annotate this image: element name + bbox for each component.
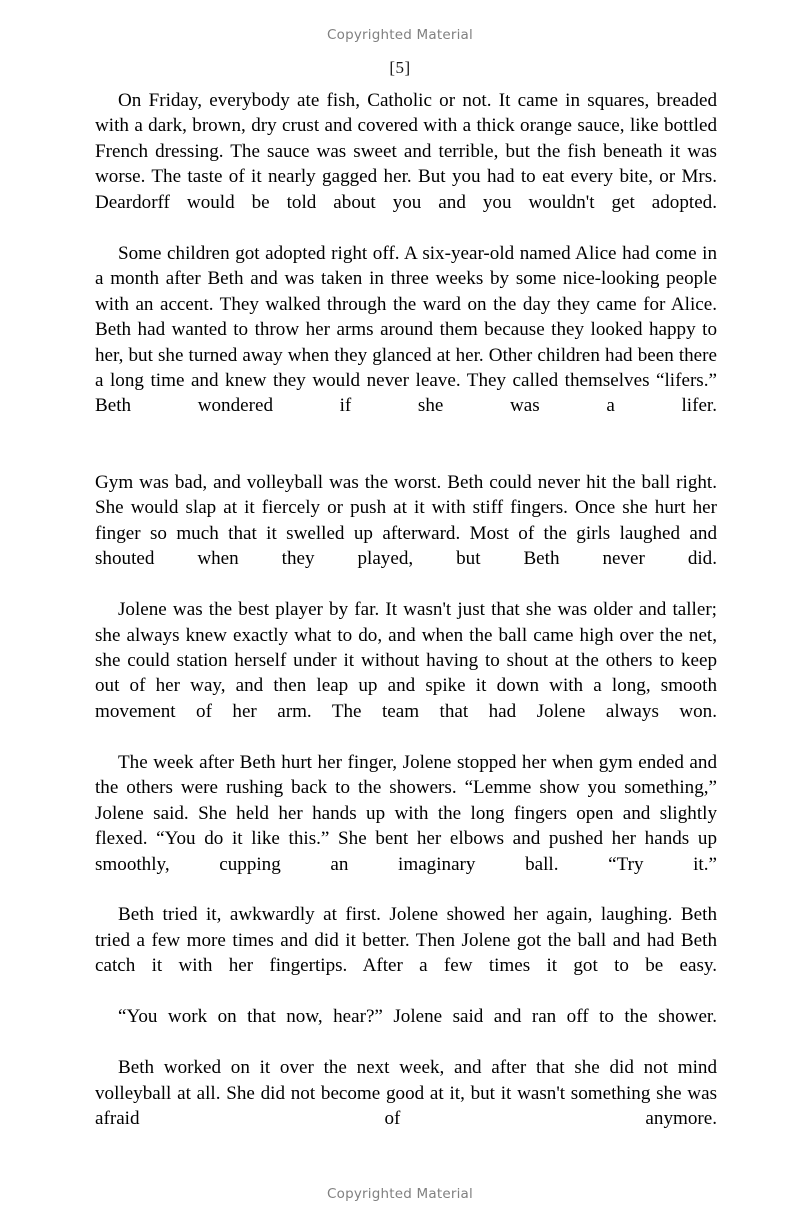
body-paragraph: Beth worked on it over the next week, and after that she did not mind volleyball at all. She did not become good at it, but it wasn't something she was afraid of anymore. [95,1057,717,1130]
body-paragraph: Jolene was the best player by far. It wasn't just that she was older and taller; she always knew exactly what to do, and when the ball came high over the net, she could station herself under it without having to shout at the others to keep out of her way, and then leap up and spike it down with a long, smooth movement of her arm. The team that had Jolene always won. [95,599,717,722]
body-paragraph: Beth tried it, awkwardly at first. Jolene showed her again, laughing. Beth tried a few more times and did it better. Then Jolene got the ball and had Beth catch it with her fingertips. After a few times it got to be easy. [95,904,717,977]
body-paragraph: Some children got adopted right off. A six-year-old named Alice had come in a month after Beth and was taken in three weeks by some nice-looking people with an accent. They walked through the ward on the day they came for Alice. Beth had wanted to throw her arms around them because they looked happy to her, but she turned away when they glanced at her. Other children had been there a long time and knew they would never leave. They called themselves “lifers.” Beth wondered if she was a lifer. [95,242,717,417]
body-paragraph: On Friday, everybody ate fish, Catholic or not. It came in squares, breaded with a dark, brown, dry crust and covered with a thick orange sauce, like bottled French dressing. The sauce was sweet and terrible, but the fish beneath it was worse. The taste of it nearly gagged her. But you had to eat every bite, or Mrs. Deardorff would be told about you and you wouldn't get adopted. [95,90,717,213]
section-break [95,444,717,469]
body-paragraph: “You work on that now, hear?” Jolene said and ran off to the shower. [118,1006,717,1028]
copyright-watermark-bottom: Copyrighted Material [327,1186,473,1202]
copyright-watermark-top: Copyrighted Material [327,27,473,43]
page-number: [5] [389,58,411,77]
body-paragraph: Gym was bad, and volleyball was the worst. Beth could never hit the ball right. She would slap at it fiercely or push at it with stiff fingers. Once she hurt her finger so much that it swelled up afterward. Most of the girls laughed and shouted when they played, but Beth never did. [95,471,717,570]
body-text-column [95,88,717,1157]
body-paragraph: The week after Beth hurt her finger, Jolene stopped her when gym ended and the others were rushing back to the showers. “Lemme show you something,” Jolene said. She held her hands up with the long fingers open and slightly flexed. “You do it like this.” She bent her elbows and pushed her hands up smoothly, cupping an imaginary ball. “Try it.” [95,751,717,875]
